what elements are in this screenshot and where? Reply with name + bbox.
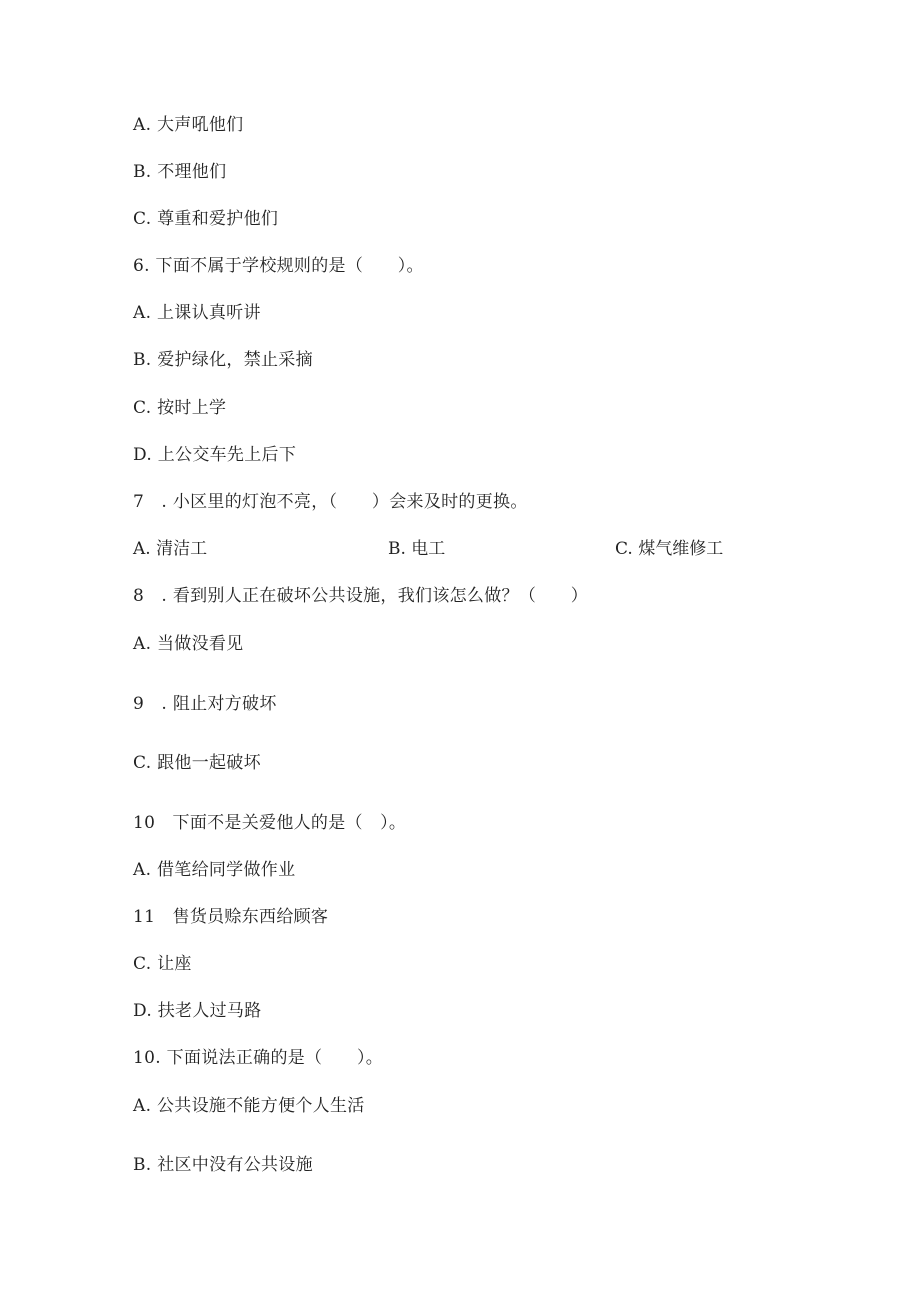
- q6-option-c: C. 按时上学: [133, 398, 227, 418]
- q5-option-b: B. 不理他们: [133, 162, 227, 182]
- q7-option-c: C. 煤气维修工: [615, 539, 724, 559]
- question-6: 6. 下面不属于学校规则的是（ ）。: [133, 256, 424, 276]
- q10a-option-c: C. 让座: [133, 954, 192, 974]
- q5-option-c: C. 尊重和爱护他们: [133, 209, 279, 229]
- q8-option-b: 9 . 阻止对方破坏: [133, 694, 277, 714]
- q6-option-b: B. 爱护绿化，禁止采摘: [133, 350, 313, 370]
- q6-option-d: D. 上公交车先上后下: [133, 445, 297, 465]
- q8-option-a: A. 当做没看见: [133, 634, 244, 654]
- q10b-option-a: A. 公共设施不能方便个人生活: [133, 1096, 365, 1116]
- q5-option-a: A. 大声吼他们: [133, 115, 244, 135]
- question-10a: 10 下面不是关爱他人的是（ ）。: [133, 813, 407, 833]
- q6-option-a: A. 上课认真听讲: [133, 303, 261, 323]
- q10a-option-a: A. 借笔给同学做作业: [133, 860, 296, 880]
- q10a-option-d: D. 扶老人过马路: [133, 1001, 262, 1021]
- question-7: 7 . 小区里的灯泡不亮，（ ）会来及时的更换。: [133, 492, 528, 512]
- q10a-option-b: 11 售货员赊东西给顾客: [133, 907, 329, 927]
- q8-option-c: C. 跟他一起破坏: [133, 753, 261, 773]
- q7-option-a: A. 清洁工: [133, 539, 208, 559]
- q7-options-row: [133, 538, 773, 626]
- question-8: 8 . 看到别人正在破坏公共设施，我们该怎么做？（ ）: [133, 586, 589, 606]
- question-10b: 10. 下面说法正确的是（ ）。: [133, 1048, 384, 1068]
- q7-option-b: B. 电工: [388, 539, 446, 559]
- q10b-option-b: B. 社区中没有公共设施: [133, 1155, 313, 1175]
